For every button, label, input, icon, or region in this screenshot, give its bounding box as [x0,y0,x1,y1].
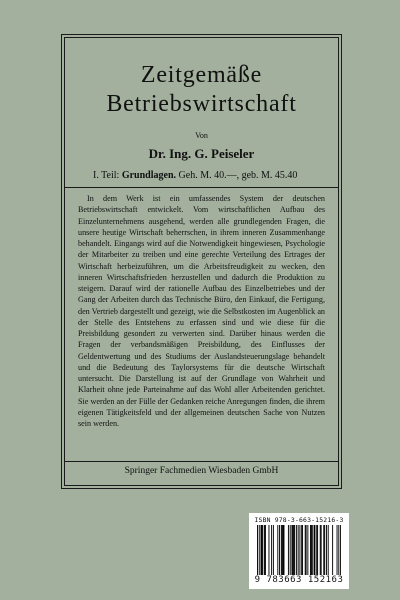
barcode-bar [257,525,258,577]
barcode-bar [332,525,333,577]
barcode-bar [314,525,315,577]
author-name: Dr. Ing. G. Peiseler [148,146,255,161]
barcode-bar [261,525,262,577]
barcode-bar [277,525,278,577]
divider-top [64,187,339,188]
barcode-bar [340,525,341,577]
barcode-bar [312,525,313,577]
volume-prices: Geh. M. 40.—, geb. M. 45.40 [178,170,298,181]
barcode-bar [265,525,266,577]
barcode-bar [320,525,321,577]
barcode-bar [296,525,297,577]
barcode-bar [324,525,325,577]
barcode-bar [310,525,311,577]
barcode-bar [284,525,285,577]
barcode-bar [299,525,300,577]
volume-name: Grundlagen. [121,170,177,181]
barcode-bar [264,525,265,577]
barcode-bar [293,525,294,577]
barcode-bar [338,525,339,577]
barcode-bar [301,525,302,577]
barcode-bar [321,525,322,577]
barcode-digits: 9 783663 152163 [249,575,349,585]
volume-line [93,170,333,181]
barcode-bar [261,525,262,577]
barcode-bar [279,525,280,577]
barcode-bar [281,525,282,577]
barcode-bar [292,525,293,577]
barcode-bar [294,525,295,577]
barcode-bar [271,525,272,577]
barcode-bar [314,525,315,577]
divider-bottom [64,461,339,462]
barcode-bar [323,525,324,577]
barcode-bar [273,525,274,577]
barcode-bar [328,525,329,577]
barcode-bar [282,525,283,577]
barcode-bar [306,525,307,577]
by-label: Von [195,131,208,140]
barcode-bar [298,525,299,577]
barcode-bar [317,525,318,577]
barcode-bar [326,525,327,577]
barcode-bar [268,525,269,577]
barcode-bar [288,525,289,577]
barcode-bar [337,525,338,577]
barcode-bar [307,525,308,577]
publisher-name: Springer Fachmedien Wiesbaden GmbH [124,466,279,476]
barcode-bar [291,525,292,577]
volume-prefix: I. Teil: [93,170,120,181]
barcode-bar [305,525,306,577]
barcode-bar [302,525,303,577]
barcode-bar [262,525,263,577]
barcode-bar [290,525,291,577]
title-line-2: Betriebswirtschaft [106,91,297,117]
barcode-bar [283,525,284,577]
barcode-panel [249,513,349,589]
isbn-label: ISBN 978-3-663-15216-3 [254,516,344,524]
description-paragraph: In dem Werk ist ein umfassendes System der deutschen Betriebswirtschaft entwickelt. Vom wirtschaftlichen Aufbau des Einzelunternehmens ausgehend, werden alle grundlegenden Fragen, die unsere heutige Wirtschaft beherrschen, in ihrem inneren Zusammenhange behandelt. Eingangs wird auf die Notwendigkeit hingewiesen, Psychologie der Mitarbeiter zu treiben und eine gerechte Verteilung des Ertrages der Wirtschaft herbeizuführen, um die Arbeitsfreudigkeit zu wecken, den inneren Wirtschaftsfrieden herzustellen und dadurch die Produktion zu steigern. Darauf wird der rationelle Aufbau des Einzelbetriebes und der Gang der Arbeiten durch das Technische Büro, den Einkauf, die Fertigung, den Vertrieb dargestellt und gezeigt, wie die Selbstkosten im Augenblick an der Stelle des Entstehens zu erfassen sind und wie diese für die Preisbildung gesondert zu verwerten sind. Darüber hinaus werden die Fragen der verbandsmäßigen Preisbildung, des Einflusses der Geldentwertung und des Studiums der Auslandsteuerungslage behandelt und die Bedeutung des Taylorsystems für die deutsche Wirtschaft untersucht. Die Darstellung ist auf der Grundlage von Wahrheit und Klarheit ohne jede Parteinahme auf das Wohl aller Arbeitenden gerichtet. Sie werden an der Fülle der Gedanken reiche Anregungen finden, die ihrem eigenen Tätigkeitsfeld und der allgemeinen deutschen Sache von Nutzen sein werden. [78,194,325,428]
barcode-bars [257,525,341,577]
barcode-bar [311,525,312,577]
barcode-bar [316,525,317,577]
barcode-bar [259,525,260,577]
title-line-1: Zeitgemäße [140,62,263,88]
